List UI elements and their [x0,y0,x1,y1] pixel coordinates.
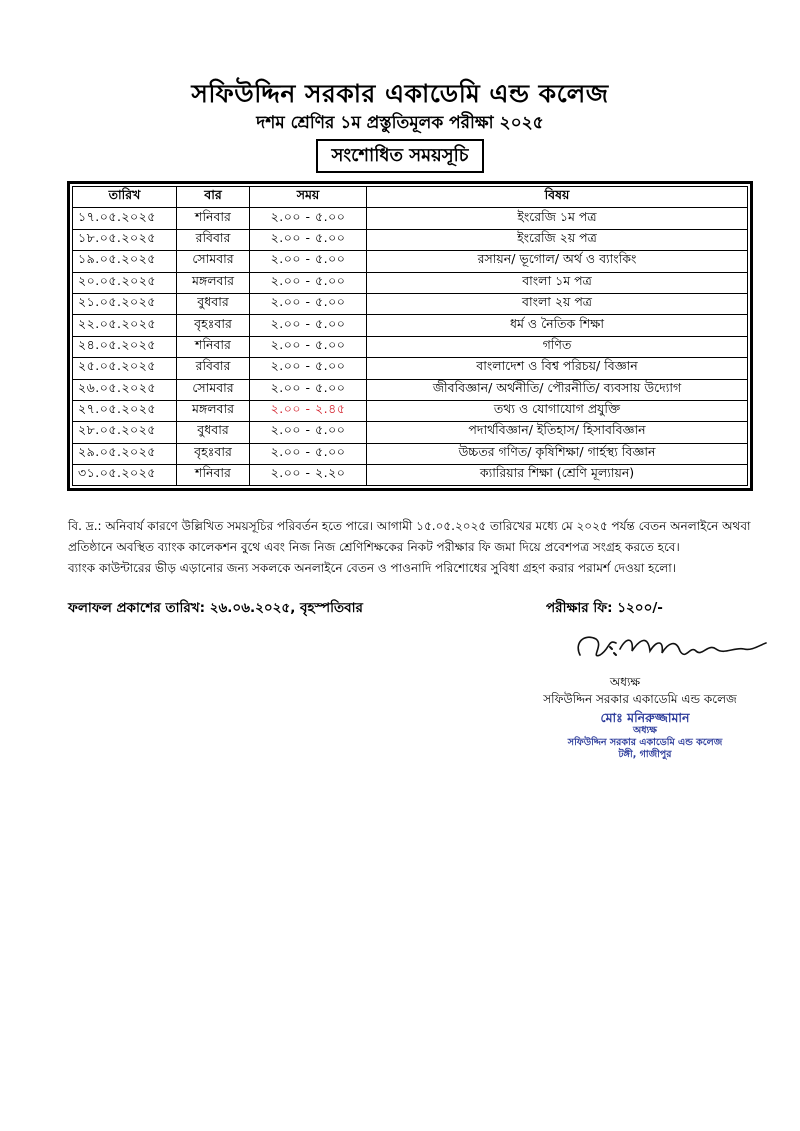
date-cell: ১৮.০৫.২০২৫ [73,229,177,250]
column-header-day: বার [177,187,250,208]
table-row [73,251,748,272]
table-row [73,272,748,293]
signatory-institution: সফিউদ্দিন সরকার একাডেমি এন্ড কলেজ [543,692,737,706]
time-cell: ২.০০ - ৫.০০ [250,379,367,400]
day-cell: সোমবার [177,251,250,272]
date-cell: ১৯.০৫.২০২৫ [73,251,177,272]
subject-cell: গণিত [367,336,748,357]
time-cell: ২.০০ - ৫.০০ [250,315,367,336]
day-cell: সোমবার [177,379,250,400]
subject-cell: উচ্চতর গণিত/ কৃষিশিক্ষা/ গার্হস্থ্য বিজ্ঞান [367,443,748,464]
official-stamp [560,710,730,761]
time-cell: ২.০০ - ৫.০০ [250,293,367,314]
table-row [73,443,748,464]
table-row [73,400,748,421]
subject-cell: ধর্ম ও নৈতিক শিক্ষা [367,315,748,336]
day-cell: রবিবার [177,229,250,250]
day-cell: বৃহঃবার [177,315,250,336]
time-cell: ২.০০ - ২.২০ [250,465,367,486]
date-cell: ২৮.০৫.২০২৫ [73,422,177,443]
table-row [73,379,748,400]
time-cell: ২.০০ - ৫.০০ [250,422,367,443]
time-cell: ২.০০ - ৫.০০ [250,251,367,272]
result-date: ফলাফল প্রকাশের তারিখ: ২৬.০৬.২০২৫, বৃহস্পতিবার [68,600,363,616]
subject-cell: ইংরেজি ১ম পত্র [367,208,748,229]
time-cell: ২.০০ - ৫.০০ [250,358,367,379]
subject-cell: রসায়ন/ ভূগোল/ অর্থ ও ব্যাংকিং [367,251,748,272]
schedule-table [67,181,753,491]
table-row [73,422,748,443]
exam-title: দশম শ্রেণির ১ম প্রস্তুতিমূলক পরীক্ষা ২০২৫ [256,113,544,133]
date-cell: ৩১.০৫.২০২৫ [73,465,177,486]
time-cell: ২.০০ - ৫.০০ [250,272,367,293]
exam-fee: পরীক্ষার ফি: ১২০০/- [546,600,663,616]
notes-section [68,516,758,579]
subject-cell: জীববিজ্ঞান/ অর্থনীতি/ পৌরনীতি/ ব্যবসায় উদ্যোগ [367,379,748,400]
stamp-location: টঙ্গী, গাজীপুর [618,749,672,760]
table-row [73,336,748,357]
schedule-body [73,208,748,486]
result-info-line [68,597,758,620]
column-header-date: তারিখ [73,187,177,208]
table-row [73,358,748,379]
date-cell: ২০.০৫.২০২৫ [73,272,177,293]
stamp-name: মোঃ মনিরুজ্জামান [600,710,690,725]
note-online-payment: ব্যাংক কাউন্টারের ভীড় এড়ানোর জন্য সকলকে অনলাইনে বেতন ও পাওনাদি পরিশোধের সুবিধা গ্রহণ করার পরামর্শ দেওয়া হলো। [68,561,677,575]
table-row [73,315,748,336]
time-cell: ২.০০ - ৫.০০ [250,336,367,357]
stamp-role: অধ্যক্ষ [632,725,657,736]
day-cell: বুধবার [177,293,250,314]
table-row [73,208,748,229]
signatory-title: অধ্যক্ষ [609,675,641,689]
date-cell: ২১.০৫.২০২৫ [73,293,177,314]
day-cell: শনিবার [177,336,250,357]
subject-cell: ক্যারিয়ার শিক্ষা (শ্রেণি মূল্যায়ন) [367,465,748,486]
table-row [73,293,748,314]
day-cell: বৃহঃবার [177,443,250,464]
date-cell: ১৭.০৫.২০২৫ [73,208,177,229]
column-header-time: সময় [250,187,367,208]
column-header-subject: বিষয় [367,187,748,208]
revised-schedule-label: সংশোধিত সময়সূচি [316,139,484,173]
subject-cell: ইংরেজি ২য় পত্র [367,229,748,250]
day-cell: রবিবার [177,358,250,379]
time-cell: ২.০০ - ২.৪৫ [250,400,367,421]
day-cell: শনিবার [177,208,250,229]
date-cell: ২৪.০৫.২০২৫ [73,336,177,357]
date-cell: ২৯.০৫.২০২৫ [73,443,177,464]
principal-signature [570,625,770,675]
stamp-institution: সফিউদ্দিন সরকার একাডেমি এন্ড কলেজ [567,737,723,748]
institution-title: সফিউদ্দিন সরকার একাডেমি এন্ড কলেজ [191,79,609,108]
time-cell: ২.০০ - ৫.০০ [250,229,367,250]
date-cell: ২৬.০৫.২০২৫ [73,379,177,400]
subject-cell: বাংলাদেশ ও বিশ্ব পরিচয়/ বিজ্ঞান [367,358,748,379]
day-cell: মঙ্গলবার [177,400,250,421]
date-cell: ২২.০৫.২০২৫ [73,315,177,336]
time-cell: ২.০০ - ৫.০০ [250,443,367,464]
table-header-row [73,187,748,208]
day-cell: মঙ্গলবার [177,272,250,293]
day-cell: বুধবার [177,422,250,443]
subject-cell: বাংলা ২য় পত্র [367,293,748,314]
note-fee-payment: বি. দ্র.: অনিবার্য কারণে উল্লিখিত সময়সূচির পরিবর্তন হতে পারে। আগামী ১৫.০৫.২০২৫ তারিখের মধ্যে মে ২০২৫ পর্যন্ত বেতন অনলাইনে অথবা প্রতিষ্ঠানে অবস্থিত ব্যাংক কালেকশন বুথে এবং নিজ নিজ শ্রেণিশিক্ষকের নিকট পরীক্ষার ফি জমা দিয়ে প্রবেশপত্র সংগ্রহ করতে হবে। [68,519,751,554]
table-row [73,229,748,250]
subject-cell: পদার্থবিজ্ঞান/ ইতিহাস/ হিসাববিজ্ঞান [367,422,748,443]
time-cell: ২.০০ - ৫.০০ [250,208,367,229]
date-cell: ২৭.০৫.২০২৫ [73,400,177,421]
subject-cell: তথ্য ও যোগাযোগ প্রযুক্তি [367,400,748,421]
subject-cell: বাংলা ১ম পত্র [367,272,748,293]
table-row [73,465,748,486]
day-cell: শনিবার [177,465,250,486]
date-cell: ২৫.০৫.২০২৫ [73,358,177,379]
